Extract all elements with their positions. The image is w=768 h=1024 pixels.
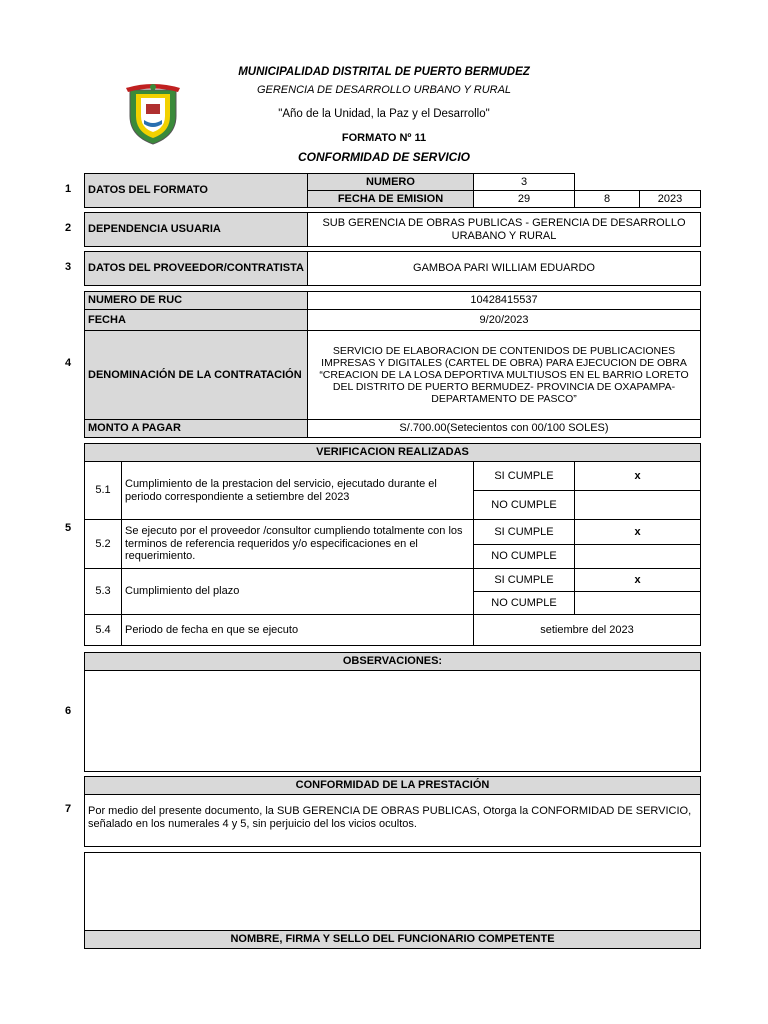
dependencia-label: DEPENDENCIA USUARIA bbox=[84, 212, 308, 247]
row-number-6: 6 bbox=[64, 705, 72, 717]
item-5-3-no-mark bbox=[574, 591, 701, 615]
fecha-emision-day: 29 bbox=[473, 190, 575, 208]
item-5-2-no-label: NO CUMPLE bbox=[473, 544, 575, 569]
item-5-3-number: 5.3 bbox=[84, 568, 122, 615]
row-number-3: 3 bbox=[64, 261, 72, 273]
signature-box bbox=[84, 852, 701, 931]
row-number-2: 2 bbox=[64, 222, 72, 234]
fecha-emision-label: FECHA DE EMISION bbox=[307, 190, 474, 208]
item-5-3-si-mark: x bbox=[574, 568, 701, 592]
item-5-1-si-mark: x bbox=[574, 461, 701, 491]
fecha-label: FECHA bbox=[84, 309, 308, 331]
item-5-2-si-mark: x bbox=[574, 519, 701, 545]
department-name: GERENCIA DE DESARROLLO URBANO Y RURAL bbox=[256, 84, 512, 96]
datos-formato-label: DATOS DEL FORMATO bbox=[84, 173, 308, 208]
item-5-4-number: 5.4 bbox=[84, 614, 122, 646]
item-5-2-no-mark bbox=[574, 544, 701, 569]
row-number-5: 5 bbox=[64, 522, 72, 534]
item-5-3-si-label: SI CUMPLE bbox=[473, 568, 575, 592]
item-5-3-no-label: NO CUMPLE bbox=[473, 591, 575, 615]
monto-label: MONTO A PAGAR bbox=[84, 419, 308, 438]
fecha-emision-year: 2023 bbox=[639, 190, 701, 208]
row-number-7: 7 bbox=[64, 803, 72, 815]
proveedor-value: GAMBOA PARI WILLIAM EDUARDO bbox=[307, 251, 701, 286]
row-number-4: 4 bbox=[64, 357, 72, 369]
ruc-value: 10428415537 bbox=[307, 291, 701, 310]
item-5-1-no-mark bbox=[574, 490, 701, 520]
form-title: CONFORMIDAD DE SERVICIO bbox=[297, 150, 470, 164]
row-number-1: 1 bbox=[64, 183, 72, 195]
item-5-2-text: Se ejecuto por el proveedor /consultor cumpliendo totalmente con los terminos de referencia requeridos y/o especificaciones en el requerimiento. bbox=[121, 519, 474, 569]
denominacion-label: DENOMINACIÓN DE LA CONTRATACIÓN bbox=[84, 330, 308, 420]
numero-value: 3 bbox=[473, 173, 575, 191]
item-5-1-number: 5.1 bbox=[84, 461, 122, 520]
observaciones-box bbox=[84, 670, 701, 772]
monto-value: S/.700.00(Setecientos con 00/100 SOLES) bbox=[307, 419, 701, 438]
item-5-3-text: Cumplimiento del plazo bbox=[121, 568, 474, 615]
conformidad-title: CONFORMIDAD DE LA PRESTACIÓN bbox=[84, 776, 701, 795]
motto: "Año de la Unidad, la Paz y el Desarrollo" bbox=[278, 108, 490, 120]
item-5-1-no-label: NO CUMPLE bbox=[473, 490, 575, 520]
item-5-2-si-label: SI CUMPLE bbox=[473, 519, 575, 545]
verificacion-title: VERIFICACION REALIZADAS bbox=[84, 443, 701, 462]
fecha-value: 9/20/2023 bbox=[307, 309, 701, 331]
item-5-4-text: Periodo de fecha en que se ejecuto bbox=[121, 614, 474, 646]
dependencia-value: SUB GERENCIA DE OBRAS PUBLICAS - GERENCIA DE DESARROLLO URABANO Y RURAL bbox=[307, 212, 701, 247]
proveedor-label: DATOS DEL PROVEEDOR/CONTRATISTA bbox=[84, 251, 308, 286]
item-5-1-text: Cumplimiento de la prestacion del servicio, ejecutado durante el periodo correspondiente a setiembre del 2023 bbox=[121, 461, 474, 520]
municipality-name: MUNICIPALIDAD DISTRITAL DE PUERTO BERMUDEZ bbox=[238, 66, 530, 78]
ruc-label: NUMERO DE RUC bbox=[84, 291, 308, 310]
format-number: FORMATO Nº 11 bbox=[341, 132, 427, 144]
item-5-4-periodo-value: setiembre del 2023 bbox=[473, 614, 701, 646]
observaciones-title: OBSERVACIONES: bbox=[84, 652, 701, 671]
item-5-1-si-label: SI CUMPLE bbox=[473, 461, 575, 491]
fecha-emision-month: 8 bbox=[574, 190, 640, 208]
numero-label: NUMERO bbox=[307, 173, 474, 191]
conformidad-text: Por medio del presente documento, la SUB GERENCIA DE OBRAS PUBLICAS, Otorga la CONFORMIDAD DE SERVICIO, señalado en los numerales 4 y 5, sin perjuicio del los vicios ocultos. bbox=[84, 794, 701, 847]
item-5-2-number: 5.2 bbox=[84, 519, 122, 569]
denominacion-value: SERVICIO DE ELABORACION DE CONTENIDOS DE PUBLICACIONES IMPRESAS Y DIGITALES (CARTEL DE OBRA) PARA EJECUCION DE OBRA “CREACION DE LA LOSA DEPORTIVA MULTIUSOS EN EL BARRIO LORETO DEL DISTRITO DE PUERTO BERMUDEZ- PROVINCIA DE OXAPAMPA-DEPARTAMENTO DE PASCO” bbox=[307, 330, 701, 420]
signature-label: NOMBRE, FIRMA Y SELLO DEL FUNCIONARIO COMPETENTE bbox=[84, 930, 701, 949]
